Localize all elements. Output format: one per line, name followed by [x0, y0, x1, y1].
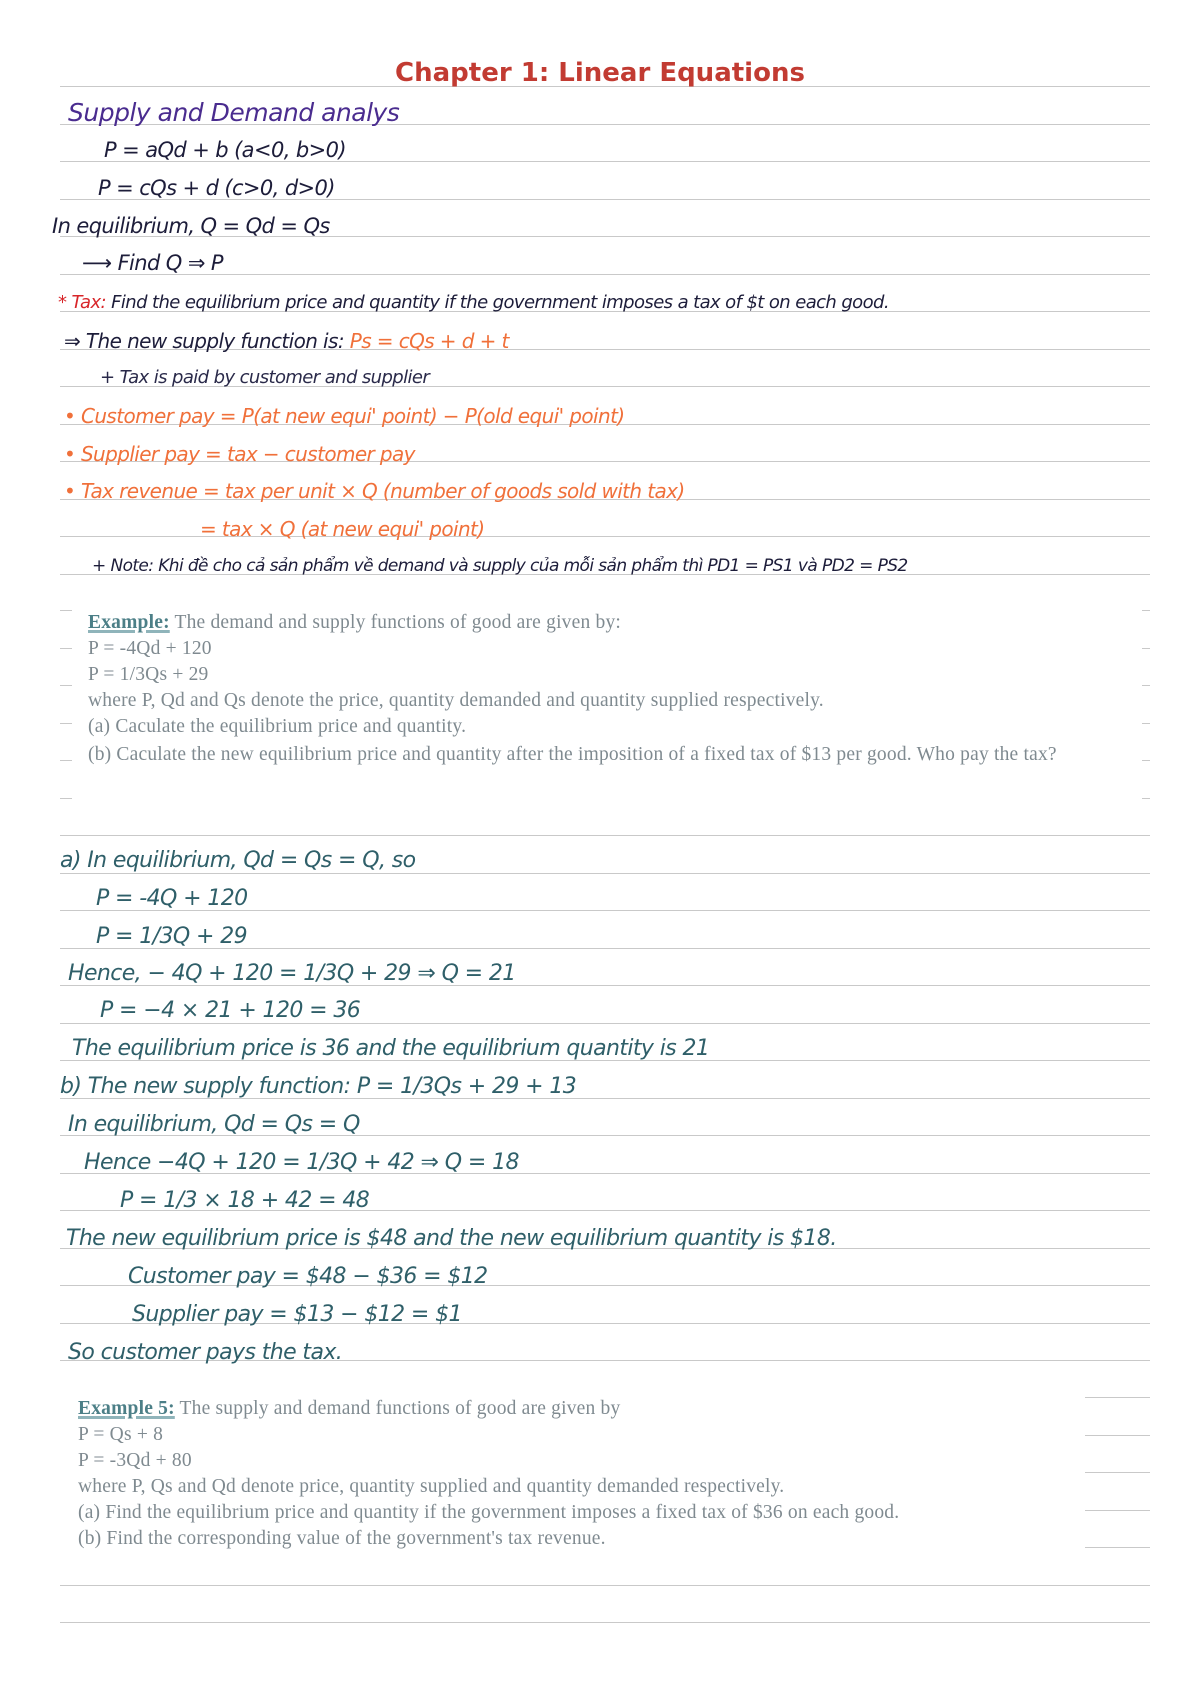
- example1-part-b: (b) Caculate the new equilibrium price and quantity after the imposition of a fixed tax of $13 per good. Who pay the tax?: [88, 744, 1057, 765]
- solution-a-3: P = 1/3Q + 29: [96, 924, 248, 949]
- solution-a-2: P = -4Q + 120: [96, 886, 248, 911]
- solution-b-1: b) The new supply function: P = 1/3Qs + 29 + 13: [60, 1074, 577, 1099]
- example5-label: Example 5:: [78, 1398, 175, 1419]
- example5-part-a: (a) Find the equilibrium price and quantity if the government imposes a fixed tax of $36 on each good.: [78, 1502, 900, 1523]
- solution-b-2: In equilibrium, Qd = Qs = Q: [68, 1112, 360, 1137]
- example5-where: where P, Qs and Qd denote price, quantity supplied and quantity demanded respectively.: [78, 1476, 785, 1497]
- example1-where: where P, Qd and Qs denote the price, quantity demanded and quantity supplied respectively.: [88, 690, 824, 711]
- solution-b-6: Customer pay = $48 − $36 = $12: [128, 1264, 488, 1289]
- find-step: ⟶ Find Q ⇒ P: [82, 251, 223, 275]
- example5-supply: P = Qs + 8: [78, 1424, 164, 1445]
- new-supply-prefix: ⇒ The new supply function is:: [64, 329, 350, 353]
- supplier-pay-rule: • Supplier pay = tax − customer pay: [64, 442, 415, 466]
- solution-b-3: Hence −4Q + 120 = 1/3Q + 42 ⇒ Q = 18: [84, 1150, 519, 1175]
- example1-label: Example:: [88, 612, 170, 633]
- example1-supply: P = 1/3Qs + 29: [88, 664, 209, 685]
- example1-part-a: (a) Caculate the equilibrium price and quantity.: [88, 716, 467, 737]
- solution-a-1: a) In equilibrium, Qd = Qs = Q, so: [60, 848, 416, 873]
- solution-a-4: Hence, − 4Q + 120 = 1/3Q + 29 ⇒ Q = 21: [68, 961, 516, 986]
- tax-revenue-rule: • Tax revenue = tax per unit × Q (number of goods sold with tax): [64, 479, 685, 503]
- new-supply-formula: Ps = cQs + d + t: [349, 329, 509, 353]
- solution-b-8: So customer pays the tax.: [68, 1340, 343, 1365]
- equilibrium-condition: In equilibrium, Q = Qd = Qs: [52, 214, 330, 238]
- example1-demand: P = -4Qd + 120: [88, 638, 212, 659]
- solution-a-6: The equilibrium price is 36 and the equilibrium quantity is 21: [72, 1036, 710, 1061]
- page-title: Chapter 1: Linear Equations: [395, 58, 805, 88]
- demand-equation: P = aQd + b (a<0, b>0): [104, 138, 346, 162]
- tax-revenue-rule-2: = tax × Q (at new equi' point): [200, 517, 485, 541]
- supply-equation: P = cQs + d (c>0, d>0): [98, 176, 335, 200]
- example5-intro: [78, 1398, 620, 1420]
- example5-part-b: (b) Find the corresponding value of the government's tax revenue.: [78, 1528, 606, 1549]
- customer-pay-rule: • Customer pay = P(at new equi' point) − P(old equi' point): [64, 404, 625, 428]
- tax-text: Find the equilibrium price and quantity if the government imposes a tax of $t on each good.: [105, 292, 889, 313]
- notes-heading: Supply and Demand analys: [68, 98, 400, 127]
- tax-paid-note: + Tax is paid by customer and supplier: [100, 367, 430, 388]
- tax-note: [58, 292, 889, 313]
- new-supply-line: [64, 329, 509, 353]
- solution-b-5: The new equilibrium price is $48 and the new equilibrium quantity is $18.: [66, 1226, 837, 1251]
- solution-a-5: P = −4 × 21 + 120 = 36: [100, 998, 361, 1023]
- solution-b-7: Supplier pay = $13 − $12 = $1: [132, 1302, 462, 1327]
- solution-b-4: P = 1/3 × 18 + 42 = 48: [120, 1188, 370, 1213]
- example1-intro-text: The demand and supply functions of good are given by:: [169, 612, 622, 633]
- tax-label: * Tax:: [58, 292, 106, 313]
- example5-intro-text: The supply and demand functions of good are given by: [174, 1398, 621, 1419]
- example5-demand: P = -3Qd + 80: [78, 1450, 192, 1471]
- vietnamese-note: + Note: Khi đề cho cả sản phẩm về demand và supply của mỗi sản phẩm thì PD1 = PS1 và PD2 = PS2: [92, 556, 908, 576]
- example1-intro: [88, 612, 621, 634]
